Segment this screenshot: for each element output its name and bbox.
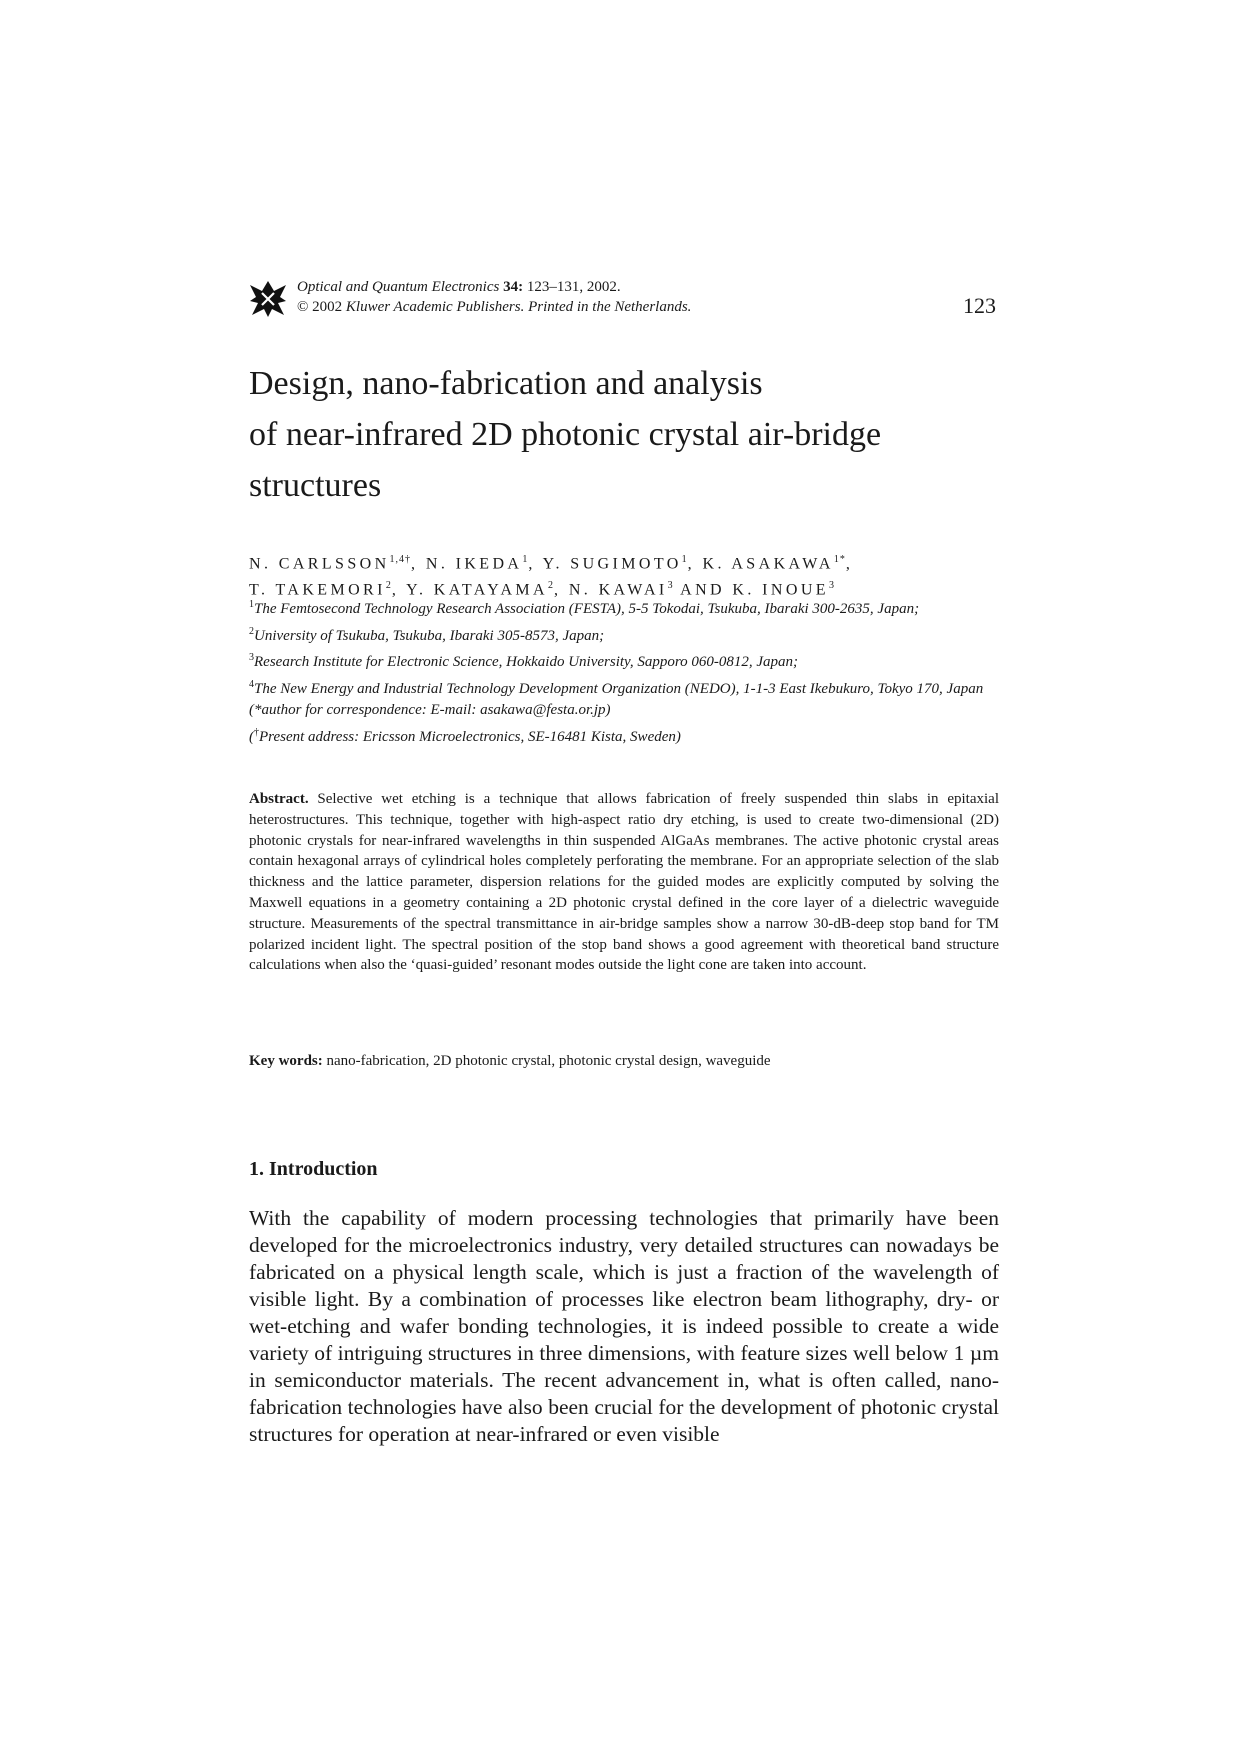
author-separator: , bbox=[554, 581, 562, 599]
author-affil-mark: 2 bbox=[385, 580, 392, 592]
section-heading: 1. Introduction bbox=[249, 1158, 378, 1180]
author-name: T. TAKEMORI bbox=[249, 581, 386, 599]
affiliation-mark: 1 bbox=[249, 599, 254, 610]
affiliation-list bbox=[249, 594, 1009, 748]
abstract-text: Selective wet etching is a technique that allows fabrication of freely suspended thin slabs in epitaxial heterostructures. This technique, together with high-aspect ratio dry etching, is used to create two-dimensional (2D) photonic crystals for near-infrared wavelengths in thin suspended AlGaAs membranes. The active photonic crystal areas contain hexagonal arrays of cylindrical holes completely perforating the membrane. For an appropriate selection of the slab thickness and the lattice parameter, dispersion relations for the guided modes are explicitly computed by solving the Maxwell equations in a geometry containing a 2D photonic crystal defined in the core layer of a dielectric waveguide structure. Measurements of the spectral transmittance in air-bridge samples show a narrow 30-dB-deep stop band for TM polarized incident light. The spectral position of the stop band shows a good agreement with theoretical band structure calculations when also the ‘quasi-guided’ resonant modes outside the light cone are taken into account. bbox=[249, 791, 999, 974]
journal-name: Optical and Quantum Electronics bbox=[297, 279, 500, 295]
affiliation-mark: 3 bbox=[249, 652, 254, 663]
publisher-note: Kluwer Academic Publishers. Printed in the Netherlands. bbox=[345, 299, 692, 315]
author-separator: , bbox=[528, 555, 536, 573]
affiliation-text: Research Institute for Electronic Science, Hokkaido University, Sapporo 060-0812, Japan; bbox=[254, 654, 799, 670]
affiliation bbox=[249, 647, 1009, 674]
present-address-note bbox=[249, 722, 1009, 749]
page-number: 123 bbox=[963, 293, 996, 318]
journal-line-1 bbox=[297, 277, 691, 297]
paper-title bbox=[249, 358, 1009, 511]
correspondence-note: (*author for correspondence: E-mail: asakawa@festa.or.jp) bbox=[249, 702, 611, 718]
title-line: of near-infrared 2D photonic crystal air-bridge bbox=[249, 416, 882, 453]
affiliation-text: The Femtosecond Technology Research Association (FESTA), 5-5 Tokodai, Tsukuba, Ibaraki 300-2635, Japan; bbox=[254, 601, 920, 617]
title-line: Design, nano-fabrication and analysis bbox=[249, 365, 763, 402]
affiliation-text: The New Energy and Industrial Technology Development Organization (NEDO), 1-1-3 East Ikebukuro, Tokyo 170, Japan bbox=[254, 680, 984, 697]
affiliation-mark: 2 bbox=[249, 625, 254, 637]
introduction-paragraph: With the capability of modern processing technologies that primarily have been developed for the microelectronics industry, very detailed structures can nowadays be fabricated on a physical length scale, which is just a fraction of the wavelength of visible light. By a combination of processes like electron beam lithography, dry- or wet-etching and wafer bonding technologies, it is indeed possible to create a wide variety of intriguing structures in three dimensions, with feature sizes well below 1 µm in semiconductor materials. The recent advancement in, what is often called, nano-fabrication technologies have also been crucial for the development of photonic crystal structures for operation at near-infrared or even visible bbox=[249, 1206, 999, 1446]
author-affil-mark: 1 bbox=[681, 554, 688, 565]
present-address-mark: † bbox=[254, 726, 259, 738]
author-affil-mark: 3 bbox=[667, 580, 674, 592]
affiliation bbox=[249, 674, 1009, 701]
author-separator: , bbox=[845, 555, 854, 573]
author-line-1 bbox=[249, 549, 1009, 575]
author-separator: , bbox=[391, 581, 400, 599]
affiliation-text: University of Tsukuba, Tsukuba, Ibaraki 305-8573, Japan; bbox=[254, 627, 605, 644]
author-name: K. ASAKAWA bbox=[702, 555, 834, 573]
copyright-year: 2002 bbox=[308, 299, 346, 315]
author-affil-mark: 1* bbox=[833, 554, 846, 565]
author-separator: , bbox=[411, 555, 419, 573]
title-line: structures bbox=[249, 467, 382, 504]
author-affil-mark: 2 bbox=[548, 580, 555, 592]
author-name: Y. SUGIMOTO bbox=[542, 555, 682, 573]
journal-citation bbox=[297, 277, 691, 317]
journal-line-2 bbox=[297, 297, 691, 317]
keywords-label: Key words: bbox=[249, 1053, 323, 1069]
author-separator: , bbox=[687, 555, 696, 573]
affiliation-mark: 4 bbox=[249, 678, 254, 690]
affiliation bbox=[249, 594, 1009, 621]
publisher-logo-icon bbox=[248, 279, 288, 319]
author-name: N. KAWAI bbox=[568, 581, 668, 599]
journal-volume: 34: bbox=[503, 279, 524, 295]
author-name: N. IKEDA bbox=[425, 555, 523, 573]
author-affil-mark: 1,4† bbox=[389, 554, 412, 565]
keywords bbox=[249, 1051, 999, 1071]
author-name: N. CARLSSON bbox=[249, 555, 390, 573]
abstract bbox=[249, 789, 999, 976]
author-affil-mark: 3 bbox=[828, 580, 835, 592]
author-separator: AND bbox=[673, 581, 726, 599]
affiliation bbox=[249, 621, 1009, 648]
abstract-label: Abstract. bbox=[249, 791, 309, 807]
author-affil-mark: 1 bbox=[522, 554, 529, 565]
present-address-open: ( bbox=[249, 728, 254, 745]
present-address-text: Present address: Ericsson Microelectronics, SE-16481 Kista, Sweden) bbox=[259, 728, 681, 745]
keywords-text: nano-fabrication, 2D photonic crystal, photonic crystal design, waveguide bbox=[322, 1053, 771, 1069]
journal-pages-year: 123–131, 2002. bbox=[523, 279, 621, 295]
author-name: K. INOUE bbox=[732, 581, 829, 599]
author-name: Y. KATAYAMA bbox=[406, 581, 549, 599]
copyright-symbol: © bbox=[297, 299, 309, 315]
